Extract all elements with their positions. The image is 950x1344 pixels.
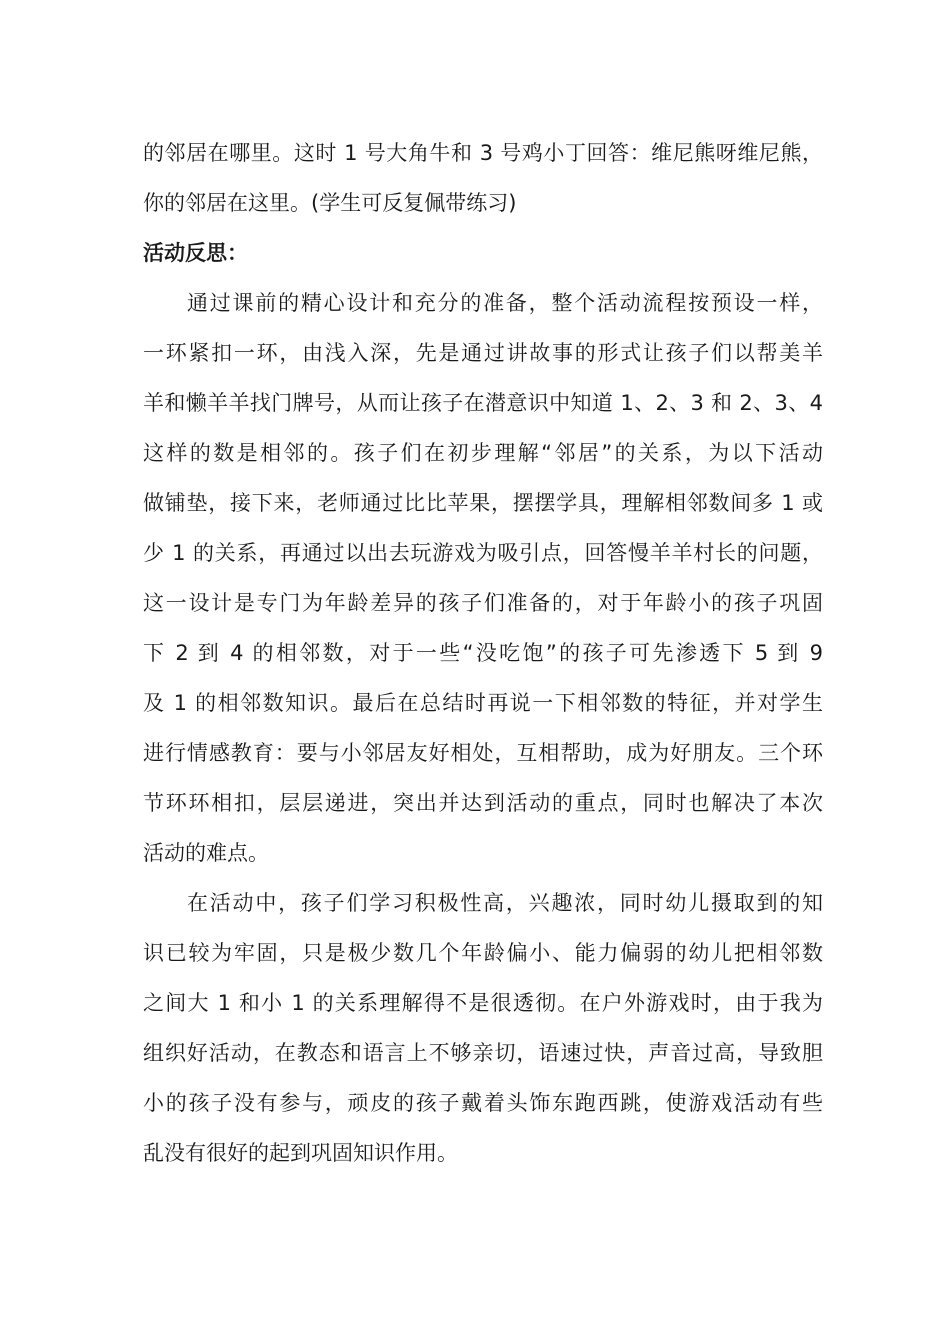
paragraph-line: 进行情感教育：要与小邻居友好相处，互相帮助，成为好朋友。三个环 [143, 741, 823, 765]
paragraph-line: 组织好活动，在教态和语言上不够亲切，语速过快，声音过高，导致胆 [143, 1041, 823, 1065]
paragraph-line: 这样的数是相邻的。孩子们在初步理解“邻居”的关系，为以下活动 [143, 441, 823, 465]
document-body [143, 128, 823, 1178]
paragraph-line: 通过课前的精心设计和充分的准备，整个活动流程按预设一样， [187, 291, 823, 315]
paragraph-line: 做铺垫，接下来，老师通过比比苹果，摆摆学具，理解相邻数间多 1 或 [143, 491, 823, 515]
section-heading: 活动反思： [143, 241, 248, 265]
paragraph-line: 下 2 到 4 的相邻数，对于一些“没吃饱”的孩子可先渗透下 5 到 9 [143, 641, 823, 665]
paragraph-line: 少 1 的关系，再通过以出去玩游戏为吸引点，回答慢羊羊村长的问题， [143, 541, 823, 565]
paragraph-line: 之间大 1 和小 1 的关系理解得不是很透彻。在户外游戏时，由于我为 [143, 991, 823, 1015]
paragraph-line: 及 1 的相邻数知识。最后在总结时再说一下相邻数的特征，并对学生 [143, 691, 823, 715]
paragraph-line: 节环环相扣，层层递进，突出并达到活动的重点，同时也解决了本次 [143, 791, 823, 815]
paragraph-line: 识已较为牢固，只是极少数几个年龄偏小、能力偏弱的幼儿把相邻数 [143, 941, 823, 965]
paragraph-line: 小的孩子没有参与，顽皮的孩子戴着头饰东跑西跳，使游戏活动有些 [143, 1091, 823, 1115]
paragraph-line: 活动的难点。 [143, 841, 269, 865]
intro-line: 你的邻居在这里。(学生可反复佩带练习) [143, 191, 517, 215]
intro-line: 的邻居在哪里。这时 1 号大角牛和 3 号鸡小丁回答：维尼熊呀维尼熊， [143, 141, 823, 165]
paragraph-line: 羊和懒羊羊找门牌号，从而让孩子在潜意识中知道 1、2、3 和 2、3、4 [143, 391, 823, 415]
paragraph-line: 这一设计是专门为年龄差异的孩子们准备的，对于年龄小的孩子巩固 [143, 591, 823, 615]
paragraph-line: 一环紧扣一环，由浅入深，先是通过讲故事的形式让孩子们以帮美羊 [143, 341, 823, 365]
paragraph-line: 在活动中，孩子们学习积极性高，兴趣浓，同时幼儿摄取到的知 [187, 891, 823, 915]
paragraph-line: 乱没有很好的起到巩固知识作用。 [143, 1141, 458, 1165]
